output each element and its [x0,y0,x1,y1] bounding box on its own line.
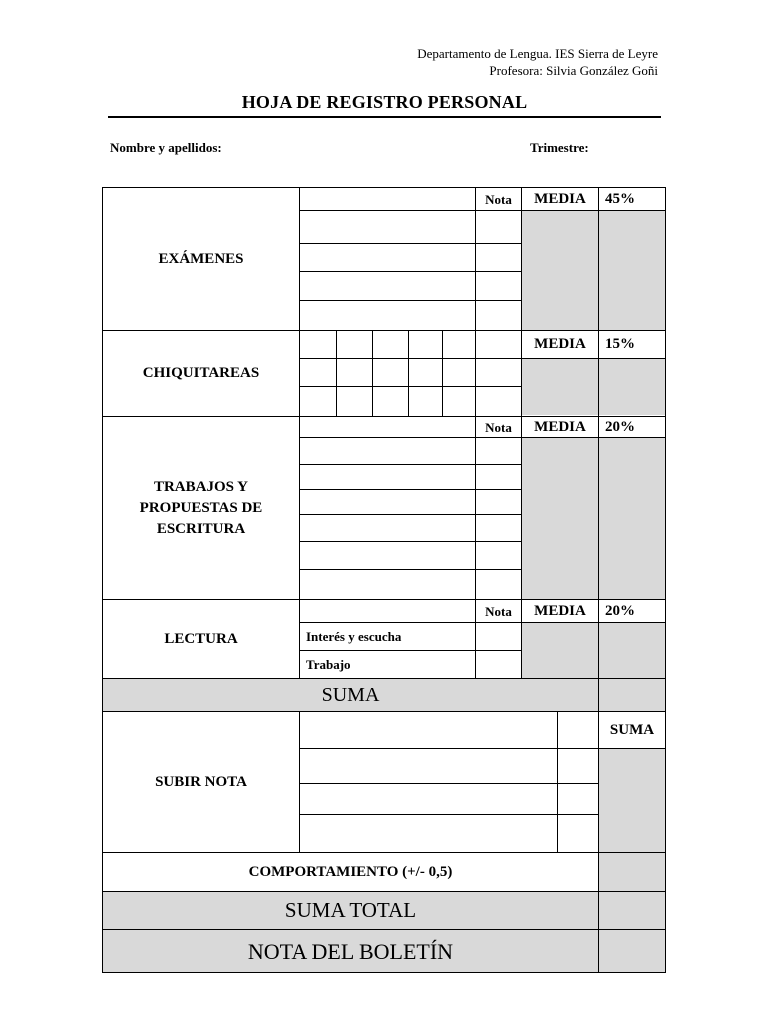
divider [299,569,521,570]
trabajos-media-header: MEDIA [534,418,586,435]
divider [299,331,300,416]
lectura-weight: 20% [605,602,635,619]
divider [598,930,599,972]
divider [299,386,521,387]
divider [299,300,521,301]
subir-nota-label: SUBIR NOTA [155,773,247,790]
divider [299,210,665,211]
trabajos-label: TRABAJOS Y PROPUESTAS DE ESCRITURA [139,478,263,537]
examenes-media-header: MEDIA [534,190,586,207]
divider [475,417,476,599]
divider [299,712,300,852]
divider [299,748,665,749]
divider [442,331,443,416]
page-title: HOJA DE REGISTRO PERSONAL [241,92,528,112]
comportamiento-label: COMPORTAMIENTO (+/- 0,5) [248,863,453,880]
divider [299,358,665,359]
chiquitareas-label: CHIQUITAREAS [142,365,260,381]
subir-nota-suma-header: SUMA [609,721,655,738]
lectura-nota-header: Nota [485,603,512,619]
divider [598,892,599,929]
divider [475,331,476,416]
title-rule [108,116,661,118]
divider [408,331,409,416]
divider [299,541,521,542]
divider [299,271,521,272]
nota-boletin-label: NOTA DEL BOLETÍN [247,938,454,964]
lectura-row-trabajo: Trabajo [306,657,351,672]
department-line: Departamento de Lengua. IES Sierra de Leyre [417,46,658,61]
divider [336,331,337,416]
divider [598,853,599,891]
divider [299,243,521,244]
divider [299,489,521,490]
teacher-line: Profesora: Silvia González Goñi [489,63,658,78]
term-label: Trimestre: [530,140,589,155]
divider [598,679,599,711]
name-label: Nombre y apellidos: [110,140,222,155]
examenes-nota-header: Nota [485,191,512,207]
examenes-label: EXÁMENES [158,250,244,267]
divider [299,783,598,784]
lectura-label: LECTURA [164,630,238,647]
examenes-weight: 45% [605,190,635,207]
divider [299,464,521,465]
trabajos-weight: 20% [605,418,635,435]
lectura-media-header: MEDIA [534,602,586,619]
lectura-row-interes: Interés y escucha [306,629,402,644]
suma-total-label: SUMA TOTAL [284,898,417,922]
divider [521,417,522,599]
suma-label: SUMA [321,683,380,706]
chiquitareas-media-header: MEDIA [534,336,586,352]
divider [372,331,373,416]
trabajos-nota-header: Nota [485,419,512,435]
divider [299,514,521,515]
chiquitareas-weight: 15% [605,336,635,352]
divider [598,417,599,599]
divider [299,417,300,599]
divider [299,814,598,815]
divider [299,600,300,678]
divider [557,712,558,852]
